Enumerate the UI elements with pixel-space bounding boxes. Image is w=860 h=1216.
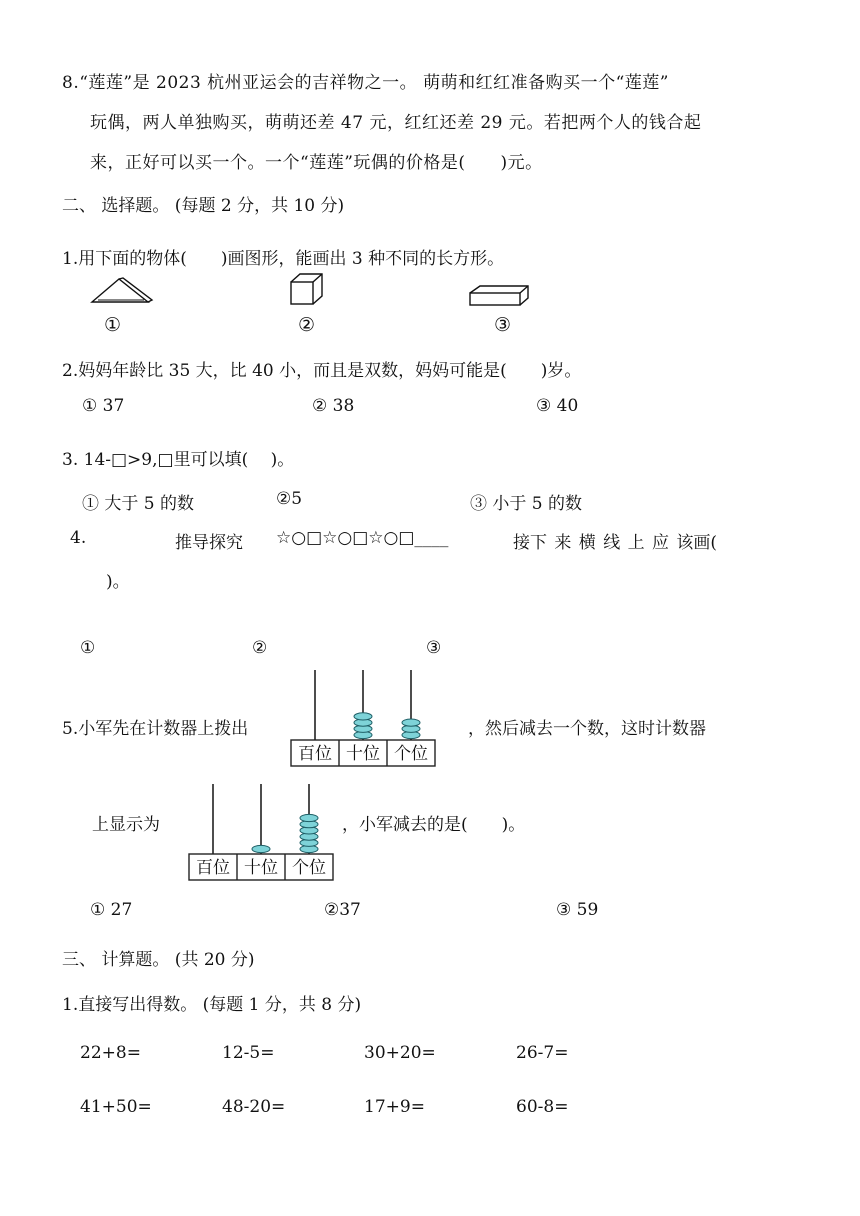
section3-heading: 三、 计算题。 (共 20 分) — [62, 950, 255, 970]
abacus-label: 个位 — [394, 744, 428, 764]
choice4-option-1[interactable]: ① — [80, 638, 96, 658]
abacus-diagram-1 — [290, 668, 440, 768]
calc-item: 30+20= — [364, 1043, 436, 1063]
q8-line2: 玩偶，两人单独购买，萌萌还差 47 元，红红还差 29 元。若把两个人的钱合起 — [90, 113, 702, 133]
choice4-option-3[interactable]: ③ — [426, 638, 442, 658]
calc-item: 60-8= — [516, 1097, 569, 1117]
abacus-label: 百位 — [298, 744, 332, 764]
choice4-title: 推导探究 — [175, 533, 243, 553]
choice5-suffix: ，然后减去一个数，这时计数器 — [468, 719, 706, 739]
choice1-option-1[interactable]: ① — [104, 314, 122, 336]
cube-icon — [289, 272, 325, 308]
abacus-label: 百位 — [196, 858, 230, 878]
calc1-heading: 1.直接写出得数。 (每题 1 分，共 8 分) — [62, 995, 362, 1015]
choice5-option-3[interactable]: ③ 59 — [556, 900, 599, 920]
choice2-question: 2.妈妈年龄比 35 大，比 40 小，而且是双数，妈妈可能是( )岁。 — [62, 361, 582, 381]
abacus-label: 十位 — [346, 744, 380, 764]
abacus-label: 十位 — [244, 858, 278, 878]
q8-line3: 来，正好可以买一个。一个“莲莲”玩偶的价格是( )元。 — [90, 153, 543, 173]
choice4-number: 4. — [70, 528, 87, 548]
calc-item: 12-5= — [222, 1043, 275, 1063]
abacus-label: 个位 — [292, 858, 326, 878]
choice5-line2-suffix: ，小军减去的是( )。 — [342, 815, 526, 835]
choice4-pattern: ☆○□☆○□☆○□____ — [276, 528, 449, 548]
choice3-option-1[interactable]: ① 大于 5 的数 — [82, 494, 195, 514]
choice5-option-2[interactable]: ②37 — [324, 900, 361, 920]
calc-item: 41+50= — [80, 1097, 152, 1117]
abacus-bead — [402, 719, 420, 726]
abacus-bead — [252, 845, 270, 852]
choice3-option-2[interactable]: ②5 — [276, 489, 303, 509]
choice5-prefix: 5.小军先在计数器上拨出 — [62, 719, 249, 739]
choice1-option-2[interactable]: ② — [298, 314, 316, 336]
choice5-option-1[interactable]: ① 27 — [90, 900, 133, 920]
abacus-diagram-2 — [188, 782, 338, 882]
triangle-prism-icon — [88, 276, 154, 306]
choice2-option-1[interactable]: ① 37 — [82, 396, 125, 416]
choice2-option-2[interactable]: ② 38 — [312, 396, 355, 416]
choice1-question: 1.用下面的物体( )画图形，能画出 3 种不同的长方形。 — [62, 249, 505, 269]
choice1-option-3[interactable]: ③ — [494, 314, 512, 336]
choice3-option-3[interactable]: ③ 小于 5 的数 — [470, 494, 583, 514]
calc-item: 22+8= — [80, 1043, 141, 1063]
choice4-tail: 接下 来 横 线 上 应 该画( — [513, 533, 718, 553]
abacus-bead — [354, 713, 372, 720]
cuboid-icon — [468, 284, 530, 308]
abacus-bead — [300, 814, 318, 821]
choice3-question: 3. 14-□>9,□里可以填( )。 — [62, 450, 295, 470]
section2-heading: 二、 选择题。 (每题 2 分，共 10 分) — [62, 196, 345, 216]
choice4-option-2[interactable]: ② — [252, 638, 268, 658]
q8-line1: 8.“莲莲”是 2023 杭州亚运会的吉祥物之一。 萌萌和红红准备购买一个“莲莲” — [62, 73, 669, 93]
choice2-option-3[interactable]: ③ 40 — [536, 396, 579, 416]
choice5-line2-prefix: 上显示为 — [92, 815, 160, 835]
choice4-line2: )。 — [106, 572, 130, 592]
calc-item: 17+9= — [364, 1097, 425, 1117]
calc-item: 26-7= — [516, 1043, 569, 1063]
calc-item: 48-20= — [222, 1097, 286, 1117]
